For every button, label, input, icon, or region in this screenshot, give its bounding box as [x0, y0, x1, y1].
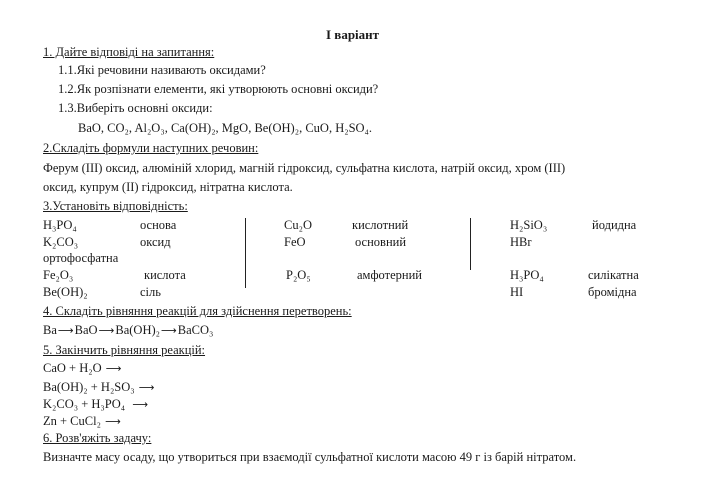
- section-2-text-line-2: оксид, купрум (II) гідроксид, нітратна кислота.: [43, 180, 293, 194]
- class-kyslota: кислота: [144, 268, 186, 282]
- task-text: Визначте масу осаду, що утвориться при взаємодії сульфатної кислоти масою 49 г із барій нітратом.: [43, 450, 577, 464]
- formula-hi: HI: [510, 285, 524, 299]
- column-divider-1: [245, 218, 246, 288]
- reaction-3: [43, 397, 149, 412]
- formula-k2co3: K₂CO₃: [43, 235, 79, 249]
- chain-bao: BaO: [74, 323, 98, 337]
- section-5-heading: 5. Закінчить рівняння реакцій:: [43, 343, 206, 357]
- chain-ba: Ba: [43, 323, 57, 337]
- formula-beoh2: Be(OH)₂: [43, 285, 88, 299]
- class-osnova: основа: [140, 218, 177, 232]
- ortofosfatna-label: ортофосфатна: [43, 251, 119, 265]
- formula-fe2o3: Fe₂O₃: [43, 268, 74, 282]
- formula-h3po4: H₃PO₄: [43, 218, 77, 232]
- oxide-list: BaO, CO₂, Al₂O₃, Ca(OH)₂, MgO, Be(OH)₂, CuO, H₂SO₄.: [78, 121, 373, 135]
- question-1-1: 1.1.Які речовини називають оксидами?: [58, 63, 266, 77]
- section-6-heading: 6. Розв'яжіть задачу:: [43, 431, 152, 445]
- type-kyslotnyi: кислотний: [352, 218, 409, 232]
- type-osnovnyi: основний: [355, 235, 407, 249]
- question-1-2: 1.2.Як розпізнати елементи, які утворюють основні оксиди?: [58, 82, 379, 96]
- arrow-icon: ⟶: [138, 381, 155, 394]
- reaction-4-text: Zn + CuCl₂: [43, 414, 101, 428]
- chain-baoh2: Ba(OH)₂: [115, 323, 160, 337]
- formula-h2sio3: H₂SiO₃: [510, 218, 548, 232]
- reaction-4: [43, 414, 122, 429]
- arrow-icon: ⟶: [98, 324, 115, 337]
- page-title: I варіант: [326, 27, 380, 42]
- type-amfoternyi: амфотерний: [357, 268, 422, 282]
- formula-feo: FeO: [284, 235, 306, 249]
- arrow-icon: ⟶: [161, 324, 177, 337]
- column-divider-2: [470, 218, 471, 270]
- arrow-icon: ⟶: [105, 415, 121, 428]
- reaction-1-text: CaO + H₂O: [43, 361, 102, 375]
- chain-baco3: BaCO₃: [177, 323, 214, 337]
- class-oksyd: оксид: [140, 235, 171, 249]
- formula-hbr: HBr: [510, 235, 532, 249]
- name-yodydna: йодидна: [592, 218, 637, 232]
- arrow-icon: ⟶: [132, 398, 149, 411]
- formula-p2o5: P₂O₅: [286, 268, 311, 282]
- reaction-2-text: Ba(OH)₂ + H₂SO₃: [43, 380, 135, 394]
- arrow-icon: ⟶: [105, 362, 122, 375]
- class-sil: сіль: [140, 285, 161, 299]
- section-4-heading: 4. Складіть рівняння реакцій для здійснення перетворень:: [43, 304, 352, 318]
- name-sylikatna: силікатна: [588, 268, 639, 282]
- question-1-3: 1.3.Виберіть основні оксиди:: [58, 101, 213, 115]
- reaction-1: [43, 361, 123, 376]
- transformation-chain: [43, 323, 213, 338]
- section-2-heading: 2.Складіть формули наступних речовин:: [43, 141, 259, 155]
- reaction-3-text: K₂CO₃ + H₃PO₄: [43, 397, 126, 411]
- section-3-heading: 3.Установіть відповідність:: [43, 199, 188, 213]
- name-bromidna: бромідна: [588, 285, 637, 299]
- section-1-heading: 1. Дайте відповіді на запитання:: [43, 45, 215, 59]
- arrow-icon: ⟶: [57, 324, 74, 337]
- formula-cu2o: Cu₂O: [284, 218, 312, 232]
- formula-h3po4-col3: H₃PO₄: [510, 268, 544, 282]
- reaction-2: [43, 380, 156, 395]
- section-2-text-line-1: Ферум (III) оксид, алюміній хлорид, магній гідроксид, сульфатна кислота, натрій оксид, хром (III): [43, 161, 566, 175]
